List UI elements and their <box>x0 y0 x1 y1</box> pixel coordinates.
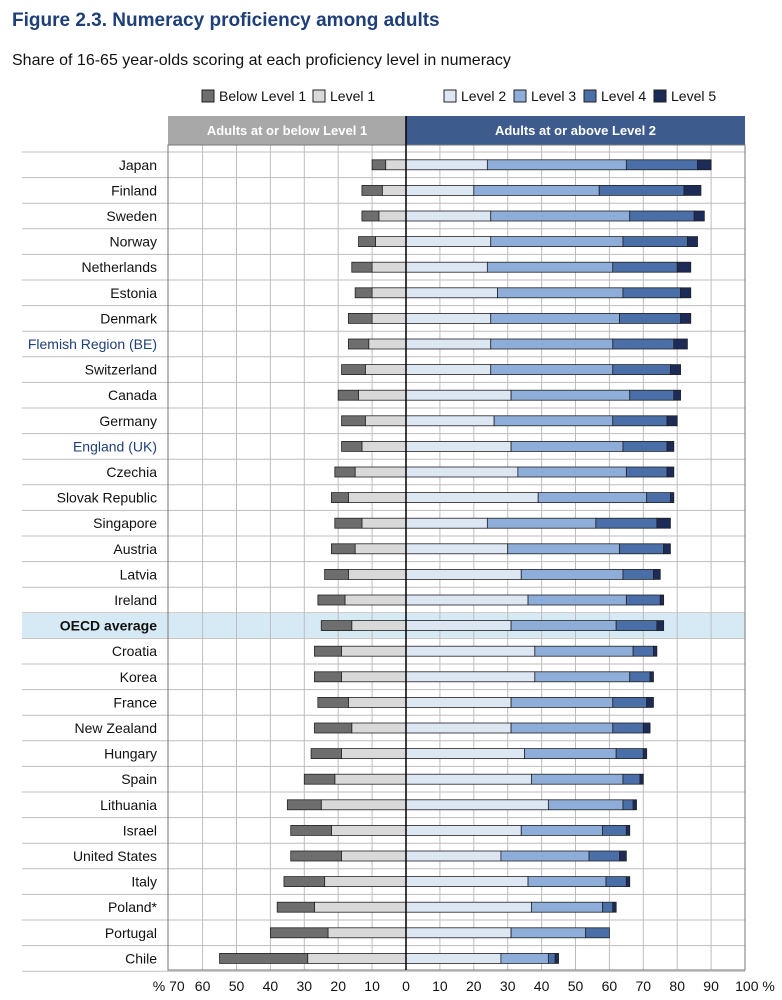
category-label: Canada <box>107 387 157 404</box>
bar-below-level-1 <box>348 313 372 323</box>
bar-below-level-1 <box>314 723 351 733</box>
x-tick-label: 20 <box>466 978 482 994</box>
bar-level-5 <box>670 493 673 503</box>
category-label: Flemish Region (BE) <box>27 336 157 352</box>
bar-level-1 <box>345 595 406 605</box>
bar-level-2 <box>406 723 511 733</box>
bar-level-4 <box>613 723 644 733</box>
bar-level-1 <box>348 493 406 503</box>
legend-label: Level 3 <box>531 88 577 104</box>
left-group-label: Adults at or below Level 1 <box>206 123 368 138</box>
bar-level-4 <box>626 467 667 477</box>
x-tick-label: 20 <box>330 978 346 994</box>
category-label: Lithuania <box>100 796 157 813</box>
bar-below-level-1 <box>325 569 349 579</box>
category-label: Chile <box>125 950 157 967</box>
bar-level-5 <box>657 621 664 631</box>
bar-level-1 <box>386 160 406 170</box>
bar-level-4 <box>548 953 555 963</box>
bar-level-5 <box>670 365 680 375</box>
x-tick-label: 60 <box>601 978 618 994</box>
bar-level-3 <box>538 493 646 503</box>
x-tick-label: 50 <box>567 978 584 994</box>
bar-level-5 <box>660 595 663 605</box>
bar-level-3 <box>511 928 586 938</box>
bar-level-3 <box>511 390 630 400</box>
bar-level-3 <box>511 697 613 707</box>
category-label: Netherlands <box>81 259 157 276</box>
bar-level-5 <box>667 467 674 477</box>
bar-level-3 <box>498 288 623 298</box>
bar-level-3 <box>474 185 599 195</box>
bar-level-2 <box>406 416 494 426</box>
bar-below-level-1 <box>338 390 358 400</box>
bar-level-1 <box>321 800 406 810</box>
bar-level-3 <box>501 953 548 963</box>
x-tick-label: 100 % <box>735 978 775 994</box>
category-label: Latvia <box>119 566 157 583</box>
category-label: United States <box>72 848 157 864</box>
x-tick-label: 50 <box>228 978 245 994</box>
bar-level-1 <box>352 621 406 631</box>
bar-level-1 <box>325 877 406 887</box>
bar-below-level-1 <box>342 441 362 451</box>
bar-level-1 <box>382 185 406 195</box>
bar-level-3 <box>491 339 613 349</box>
x-tick-label: 80 <box>669 978 685 994</box>
bar-below-level-1 <box>304 774 335 784</box>
category-label: Poland* <box>107 899 157 916</box>
bar-level-3 <box>494 416 613 426</box>
bar-level-1 <box>328 928 406 938</box>
category-label: France <box>113 694 157 711</box>
x-tick-label: 30 <box>499 978 516 994</box>
right-group-label: Adults at or above Level 2 <box>494 123 657 138</box>
bar-below-level-1 <box>342 416 366 426</box>
bar-level-3 <box>501 851 589 861</box>
bar-level-1 <box>365 365 406 375</box>
x-tick-label: 40 <box>533 978 550 994</box>
bar-level-1 <box>342 749 406 759</box>
bar-level-2 <box>406 749 525 759</box>
bar-level-2 <box>406 544 508 554</box>
bar-below-level-1 <box>331 544 355 554</box>
bar-level-4 <box>616 621 657 631</box>
bar-level-3 <box>487 160 626 170</box>
bar-level-1 <box>335 774 406 784</box>
bar-below-level-1 <box>318 697 349 707</box>
bar-level-2 <box>406 646 535 656</box>
x-tick-label: 90 <box>703 978 719 994</box>
category-label: Hungary <box>104 745 157 762</box>
bar-level-5 <box>687 237 697 247</box>
bar-level-4 <box>613 339 674 349</box>
bar-level-4 <box>616 749 643 759</box>
bar-level-3 <box>521 825 602 835</box>
bar-level-1 <box>352 723 406 733</box>
bar-level-5 <box>698 160 712 170</box>
legend-label: Level 1 <box>330 88 376 104</box>
bar-level-5 <box>681 288 691 298</box>
bar-level-4 <box>623 569 654 579</box>
bar-level-5 <box>555 953 558 963</box>
bar-level-4 <box>613 697 647 707</box>
bar-below-level-1 <box>362 185 382 195</box>
bar-level-1 <box>372 262 406 272</box>
bar-below-level-1 <box>342 365 366 375</box>
category-label: Japan <box>118 156 157 173</box>
legend-swatch <box>444 90 456 102</box>
category-label: Portugal <box>104 924 157 941</box>
figure-title: Figure 2.3. Numeracy proficiency among adults <box>12 10 440 31</box>
x-tick-label: 60 <box>194 978 211 994</box>
bar-level-4 <box>633 646 653 656</box>
bar-level-2 <box>406 672 535 682</box>
bar-level-4 <box>623 441 667 451</box>
bar-below-level-1 <box>314 646 341 656</box>
bar-level-3 <box>511 621 616 631</box>
category-label: Croatia <box>111 643 157 660</box>
bar-level-2 <box>406 569 521 579</box>
bar-level-4 <box>623 288 681 298</box>
legend-swatch <box>654 90 666 102</box>
bar-level-2 <box>406 595 528 605</box>
bar-level-5 <box>694 211 704 221</box>
bar-level-1 <box>375 237 406 247</box>
category-label: Singapore <box>93 515 157 532</box>
bar-level-1 <box>379 211 406 221</box>
bar-level-2 <box>406 928 511 938</box>
bar-level-2 <box>406 365 491 375</box>
category-label: Slovak Republic <box>56 489 157 506</box>
x-tick-label: 40 <box>262 978 279 994</box>
category-label: Korea <box>119 668 157 685</box>
bar-level-3 <box>491 313 620 323</box>
bar-level-1 <box>348 697 406 707</box>
bar-level-3 <box>531 902 602 912</box>
bar-level-2 <box>406 467 518 477</box>
bar-level-2 <box>406 825 521 835</box>
bar-level-4 <box>599 185 684 195</box>
x-tick-label: 10 <box>364 978 380 994</box>
x-tick-label: 0 <box>402 978 410 994</box>
bar-level-4 <box>620 313 681 323</box>
bar-level-4 <box>613 365 671 375</box>
legend-label: Level 2 <box>461 88 507 104</box>
bar-level-5 <box>640 774 643 784</box>
bar-level-1 <box>362 518 406 528</box>
bar-below-level-1 <box>372 160 386 170</box>
bar-level-3 <box>528 595 626 605</box>
x-tick-label: 10 <box>432 978 448 994</box>
category-label: New Zealand <box>74 720 157 736</box>
bar-below-level-1 <box>314 672 341 682</box>
bar-level-3 <box>535 672 630 682</box>
bar-level-4 <box>623 800 633 810</box>
bar-level-4 <box>606 877 626 887</box>
legend-swatch <box>514 90 526 102</box>
legend-swatch <box>202 90 214 102</box>
bar-level-3 <box>531 774 623 784</box>
bar-level-2 <box>406 288 498 298</box>
legend-swatch <box>313 90 325 102</box>
bar-level-3 <box>487 518 595 528</box>
bar-level-3 <box>518 467 626 477</box>
bar-below-level-1 <box>270 928 328 938</box>
legend-label: Level 5 <box>671 88 717 104</box>
bar-below-level-1 <box>311 749 342 759</box>
bar-level-2 <box>406 313 491 323</box>
bar-level-5 <box>633 800 636 810</box>
category-label: Estonia <box>110 284 157 301</box>
category-label: OECD average <box>59 617 157 634</box>
bar-level-3 <box>511 723 613 733</box>
legend-label: Below Level 1 <box>219 88 307 104</box>
category-label: Ireland <box>114 592 157 608</box>
bar-below-level-1 <box>277 902 314 912</box>
bar-level-4 <box>596 518 657 528</box>
category-label: Norway <box>109 233 157 250</box>
category-label: Israel <box>122 822 157 839</box>
bar-level-1 <box>342 672 406 682</box>
bar-level-4 <box>626 595 660 605</box>
bar-below-level-1 <box>352 262 372 272</box>
bar-level-3 <box>491 365 613 375</box>
bar-level-3 <box>521 569 623 579</box>
category-label: Sweden <box>106 208 157 224</box>
bar-below-level-1 <box>220 953 308 963</box>
bar-below-level-1 <box>335 467 355 477</box>
bar-level-3 <box>528 877 606 887</box>
bar-level-5 <box>653 569 660 579</box>
bar-level-1 <box>308 953 406 963</box>
bar-level-1 <box>372 313 406 323</box>
bar-level-5 <box>613 902 616 912</box>
bar-level-4 <box>620 544 664 554</box>
category-label: Spain <box>121 771 157 788</box>
bar-level-2 <box>406 339 491 349</box>
bar-level-3 <box>548 800 623 810</box>
x-tick-label: % 70 <box>152 978 185 994</box>
bar-level-4 <box>586 928 610 938</box>
bar-level-3 <box>525 749 617 759</box>
bar-level-2 <box>406 877 528 887</box>
bar-below-level-1 <box>321 621 352 631</box>
bar-level-2 <box>406 160 487 170</box>
bar-level-5 <box>626 877 629 887</box>
bar-level-1 <box>348 569 406 579</box>
bar-below-level-1 <box>331 493 348 503</box>
bar-level-4 <box>603 825 627 835</box>
bar-level-2 <box>406 493 538 503</box>
bar-level-2 <box>406 237 491 247</box>
bar-level-2 <box>406 211 491 221</box>
bar-below-level-1 <box>359 237 376 247</box>
bar-below-level-1 <box>291 851 342 861</box>
bar-level-5 <box>626 825 629 835</box>
bar-level-5 <box>653 646 656 656</box>
bar-below-level-1 <box>291 825 332 835</box>
bar-level-2 <box>406 774 531 784</box>
category-label: Denmark <box>100 310 157 327</box>
bar-level-2 <box>406 518 487 528</box>
bar-level-4 <box>630 672 650 682</box>
bar-level-4 <box>630 211 694 221</box>
bar-level-1 <box>314 902 406 912</box>
bar-level-2 <box>406 902 531 912</box>
bar-level-5 <box>677 262 691 272</box>
legend-swatch <box>584 90 596 102</box>
bar-level-2 <box>406 697 511 707</box>
bar-level-2 <box>406 262 487 272</box>
bar-level-4 <box>647 493 671 503</box>
bar-level-2 <box>406 390 511 400</box>
bar-level-1 <box>369 339 406 349</box>
figure-subtitle: Share of 16-65 year-olds scoring at each proficiency level in numeracy <box>12 52 511 69</box>
bar-level-5 <box>667 441 674 451</box>
bar-level-4 <box>623 774 640 784</box>
bar-level-1 <box>355 467 406 477</box>
bar-level-4 <box>603 902 613 912</box>
bar-level-2 <box>406 800 548 810</box>
bar-level-2 <box>406 851 501 861</box>
category-label: England (UK) <box>72 438 157 455</box>
bar-level-5 <box>657 518 671 528</box>
bar-below-level-1 <box>335 518 362 528</box>
bar-level-2 <box>406 953 501 963</box>
bar-level-5 <box>620 851 627 861</box>
category-label: Austria <box>113 540 157 557</box>
bar-level-3 <box>491 211 630 221</box>
bar-level-5 <box>684 185 701 195</box>
bar-level-2 <box>406 621 511 631</box>
bar-level-2 <box>406 441 511 451</box>
bar-level-5 <box>643 723 650 733</box>
bar-below-level-1 <box>284 877 325 887</box>
bar-below-level-1 <box>355 288 372 298</box>
bar-level-1 <box>362 441 406 451</box>
category-label: Switzerland <box>84 361 157 378</box>
bar-level-5 <box>647 697 654 707</box>
bar-level-5 <box>667 416 677 426</box>
bar-level-1 <box>331 825 406 835</box>
bar-level-5 <box>681 313 691 323</box>
category-label: Finland <box>111 182 157 199</box>
bar-level-1 <box>372 288 406 298</box>
bar-level-3 <box>535 646 633 656</box>
bar-level-5 <box>674 390 681 400</box>
bar-level-4 <box>630 390 674 400</box>
bar-level-1 <box>355 544 406 554</box>
bar-level-3 <box>487 262 612 272</box>
bar-level-1 <box>359 390 406 400</box>
bar-level-1 <box>342 851 406 861</box>
bar-level-4 <box>613 262 677 272</box>
bar-level-4 <box>613 416 667 426</box>
bar-below-level-1 <box>287 800 321 810</box>
legend-label: Level 4 <box>601 88 647 104</box>
bar-level-5 <box>674 339 688 349</box>
bar-level-5 <box>643 749 646 759</box>
bar-level-5 <box>664 544 671 554</box>
x-tick-label: 70 <box>635 978 652 994</box>
bar-level-4 <box>623 237 687 247</box>
category-label: Czechia <box>106 464 157 480</box>
x-tick-label: 30 <box>296 978 313 994</box>
bar-level-3 <box>491 237 623 247</box>
bar-level-4 <box>626 160 697 170</box>
bar-level-3 <box>508 544 620 554</box>
bar-level-4 <box>589 851 620 861</box>
bar-level-1 <box>342 646 406 656</box>
bar-below-level-1 <box>348 339 368 349</box>
bar-below-level-1 <box>362 211 379 221</box>
bar-level-5 <box>650 672 653 682</box>
bar-level-2 <box>406 185 474 195</box>
category-label: Germany <box>99 412 157 429</box>
category-label: Italy <box>131 873 157 890</box>
bar-level-1 <box>365 416 406 426</box>
bar-below-level-1 <box>318 595 345 605</box>
bar-level-3 <box>511 441 623 451</box>
